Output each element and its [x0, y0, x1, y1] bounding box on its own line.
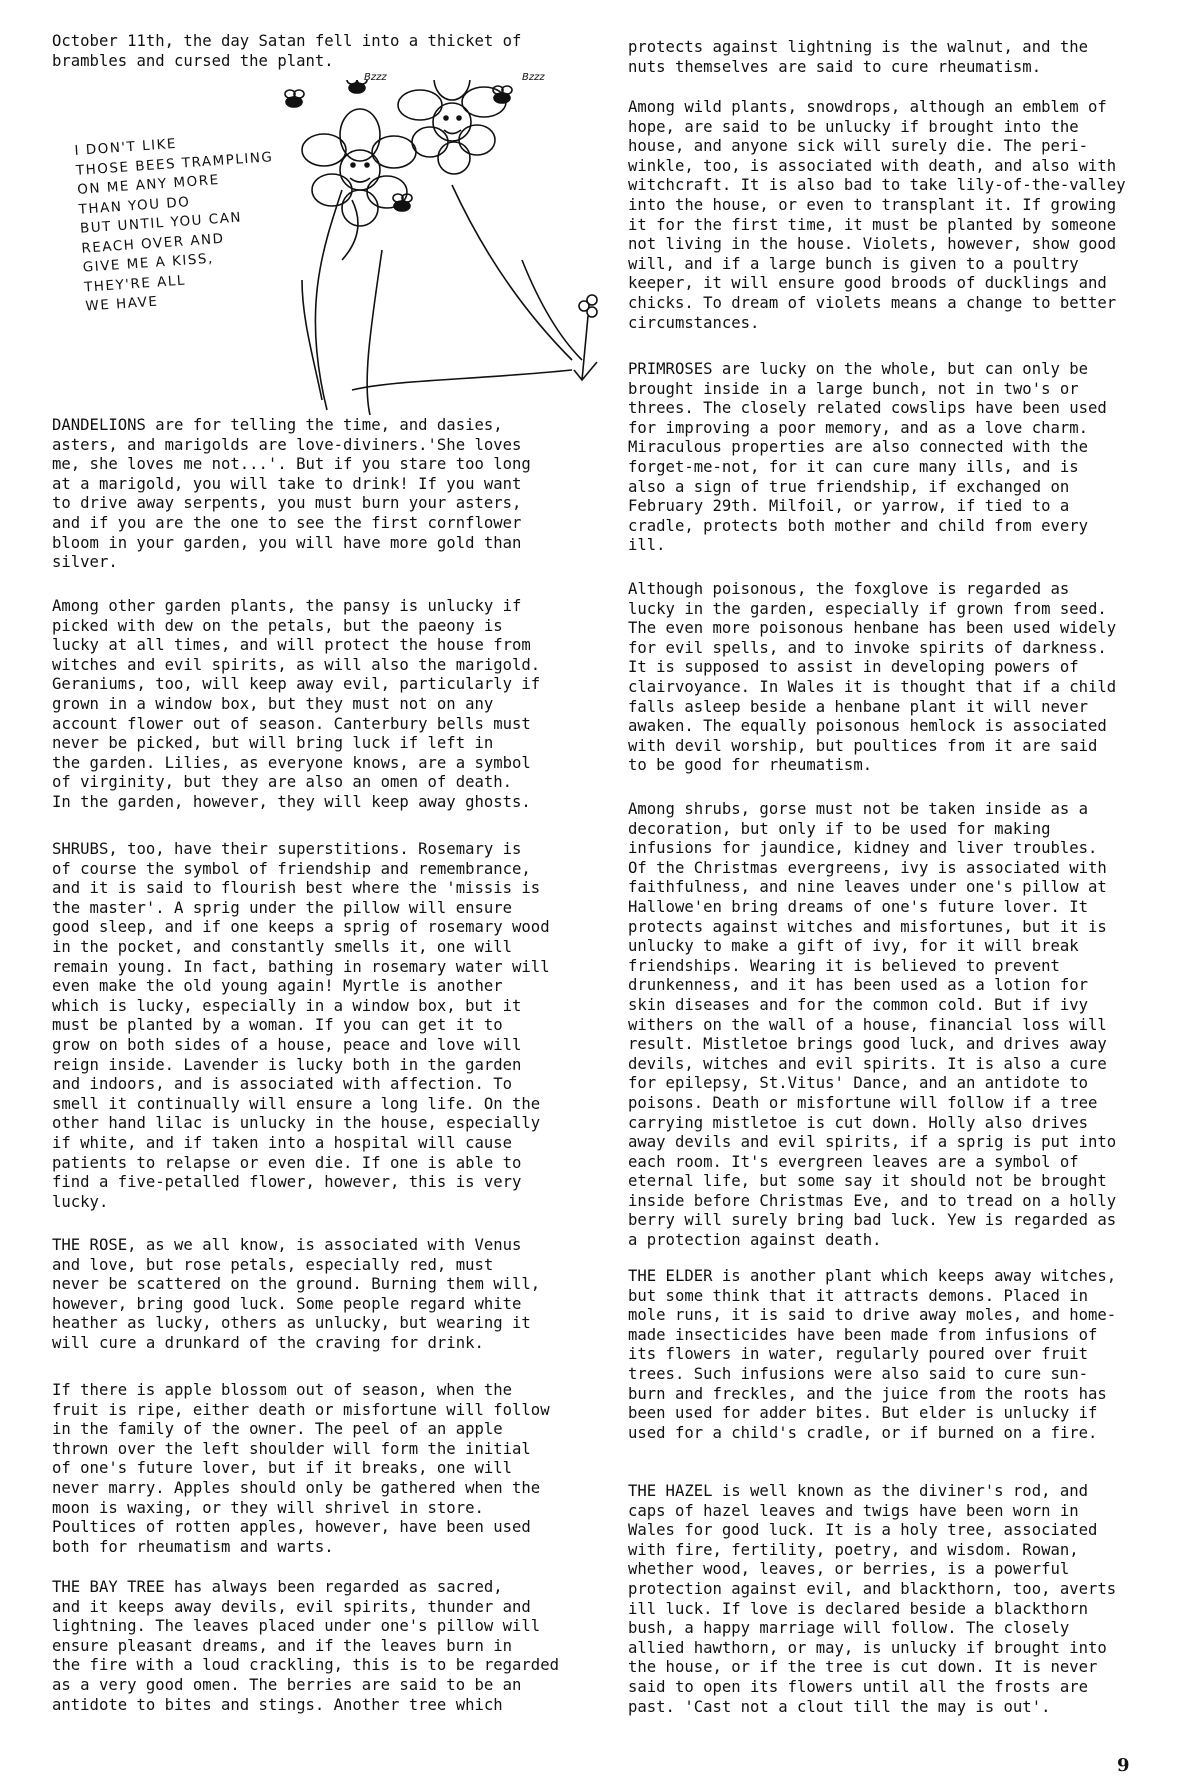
page-number: 9 [1117, 1755, 1130, 1776]
paragraph-foxglove: Although poisonous, the foxglove is regarded as lucky in the garden, especially if grown from seed. The even more poisonous henbane has been used widely for evil spells, and to invoke spirits of darkness. It is supposed to assist in developing powers of clairvoyance. In Wales it is thought that if a child falls asleep beside a henbane plant it will never awaken. The equally poisonous hemlock is associated with devil worship, but poultices from it are said to be good for rheumatism. [628, 580, 1117, 775]
paragraph-garden-plants: Among other garden plants, the pansy is unlucky if picked with dew on the petals, but the paeony is lucky at all times, and will protect the house from witches and evil spirits, as will also the marigold. Geraniums, too, will keep away evil, particularly if grown in a window box, but they must not on any account flower out of season. Canterbury bells must never be picked, but will bring luck if left in the garden. Lilies, as everyone knows, are a symbol of virginity, but they are also an omen of death. In the garden, however, they will keep away ghosts. [52, 597, 541, 811]
small-flower-icon [574, 295, 597, 380]
paragraph-rose: THE ROSE, as we all know, is associated with Venus and love, but rose petals, especially red, must never be scattered on the ground. Burning them will, however, bring good luck. Some people regard white heather as lucky, others as unlucky, but wearing it will cure a drunkard of the craving for drink. [52, 1236, 541, 1352]
paragraph-shrubs: SHRUBS, too, have their superstitions. Rosemary is of course the symbol of friendship and remembrance, and it is said to flourish best where the 'missis is the master'. A sprig under the pillow will ensure good sleep, and if one keeps a sprig of rosemary wood in the pocket, and constantly smells it, one will remain young. In fact, bathing in rosemary water will even make the old young again! Myrtle is another which is lucky, especially in a window box, but it must be planted by a woman. If you can get it to grow on both sides of a house, peace and love will reign inside. Lavender is lucky both in the garden and indoors, and is associated with affection. To smell it continually will ensure a long life. On the other hand lilac is unlucky in the house, especially if white, and if taken into a hospital will cause patients to relapse or even die. If one is able to find a five-petalled flower, however, this is very lucky. [52, 840, 550, 1211]
bee-label: Bzzz [364, 72, 387, 83]
paragraph-bay-tree: THE BAY TREE has always been regarded as sacred, and it keeps away devils, evil spirits, thunder and lightning. The leaves placed under one's pillow will ensure pleasant dreams, and if the leaves burn in the fire with a loud crackling, this is to be regarded as a very good omen. The berries are said to be an antidote to bites and stings. Another tree which [52, 1578, 559, 1714]
speech-line [342, 200, 358, 260]
paragraph-hazel: THE HAZEL is well known as the diviner's rod, and caps of hazel leaves and twigs have been worn in Wales for good luck. It is a holy tree, associated with fire, fertility, poetry, and wisdom. Rowan, whether wood, leaves, or berries, is a powerful protection against evil, and blackthorn, too, averts ill luck. If love is declared beside a blackthorn bush, a happy marriage will follow. The closely allied hawthorn, or may, is unlucky if brought into the house, or if the tree is cut down. It is never said to open its flowers until all the frosts are past. 'Cast not a clout till the may is out'. [628, 1482, 1117, 1716]
speech-text: I DON'T LIKE THOSE BEES TRAMPLING ON ME ANY MORE THAN YOU DO BUT UNTIL YOU CAN REACH OVER AND GIVE ME A KISS, THEY'RE ALL WE HAVE [74, 135, 274, 315]
paragraph-primroses: PRIMROSES are lucky on the whole, but can only be brought inside in a large bunch, not in two's or threes. The closely related cowslips have been used for improving a poor memory, and as a love charm. Miraculous properties are also connected with the forget-me-not, for it can cure many ills, and is also a sign of true friendship, if exchanged on February 29th. Milfoil, or yarrow, if tied to a cradle, protects both mother and child from every ill. [628, 360, 1107, 555]
paragraph-apple: If there is apple blossom out of season, when the fruit is ripe, either death or misfortune will follow in the family of the owner. The peel of an apple thrown over the left shoulder will form the initial of one's future lover, but if it breaks, one will never marry. Apples should only be gathered when the moon is waxing, or they will shrivel in store. Poultices of rotten apples, however, have been used both for rheumatism and warts. [52, 1381, 550, 1556]
leaf [367, 250, 382, 415]
paragraph: protects against lightning is the walnut, and the nuts themselves are said to cure rheumatism. [628, 38, 1089, 76]
bee-label: Bzzz [522, 72, 545, 83]
flower-stem [315, 190, 342, 410]
bee-icon [393, 194, 412, 211]
paragraph-evergreens: Among shrubs, gorse must not be taken inside as a decoration, but only if to be used for making infusions for jaundice, kidney and liver troubles. Of the Christmas evergreens, ivy is associated with faithfulness, and nine leaves under one's pillow at Hallowe'en bring dreams of one's future lover. It protects against witches and misfortunes, but it is unlucky to make a gift of ivy, for it will break friendships. Wearing it is believed to prevent drunkenness, and it has been used as a lotion for skin diseases and for the common cold. But if ivy withers on the wall of a house, financial loss will result. Mistletoe brings good luck, and drives away devils, witches and evil spirits. It is also a cure for epilepsy, St.Vitus' Dance, and an antidote to poisons. Death or misfortune will follow if a tree carrying mistletoe is cut down. Holly also drives away devils and evil spirits, if a sprig is put into each room. It's evergreen leaves are a symbol of eternal life, but some say it should not be brought inside before Christmas Eve, and to tread on a holly berry will surely bring bad luck. Yew is regarded as a protection against death. [628, 800, 1117, 1250]
leaf [302, 280, 322, 400]
leaf [522, 260, 582, 360]
flower-cartoon [52, 72, 612, 420]
ground-line [352, 370, 572, 390]
paragraph: October 11th, the day Satan fell into a thicket of brambles and cursed the plant. [52, 32, 522, 70]
flower-stem [452, 185, 572, 360]
paragraph-wild-plants: Among wild plants, snowdrops, although an emblem of hope, are said to be unlucky if brought into the house, and anyone sick will surely die. The peri- winkle, too, is associated with death, and also with witchcraft. It is also bad to take lily-of-the-valley into the house, or even to transplant it. If growing it for the first time, it must be planted by someone not living in the house. Violets, however, show good will, and if a large bunch is given to a poultry keeper, it will ensure good broods of ducklings and chicks. To dream of violets means a change to better circumstances. [628, 98, 1126, 332]
paragraph-elder: THE ELDER is another plant which keeps away witches, but some think that it attracts demons. Placed in mole runs, it is said to drive away moles, and home- made insecticides have been made from infusions of its flowers in water, regularly poured over fruit trees. Such infusions were also said to cure sun- burn and freckles, and the juice from the roots has been used for adder bites. But elder is unlucky if used for a child's cradle, or if burned on a fire. [628, 1267, 1117, 1442]
paragraph-dandelions: DANDELIONS are for telling the time, and dasies, asters, and marigolds are love-diviners.'She loves me, she loves me not...'. But if you stare too long at a marigold, you will take to drink! If you want to drive away serpents, you must burn your asters, and if you are the one to see the first cornflower bloom in your garden, you will have more gold than silver. [52, 416, 531, 572]
bee-icon [285, 90, 304, 107]
right-column [628, 0, 1158, 1716]
